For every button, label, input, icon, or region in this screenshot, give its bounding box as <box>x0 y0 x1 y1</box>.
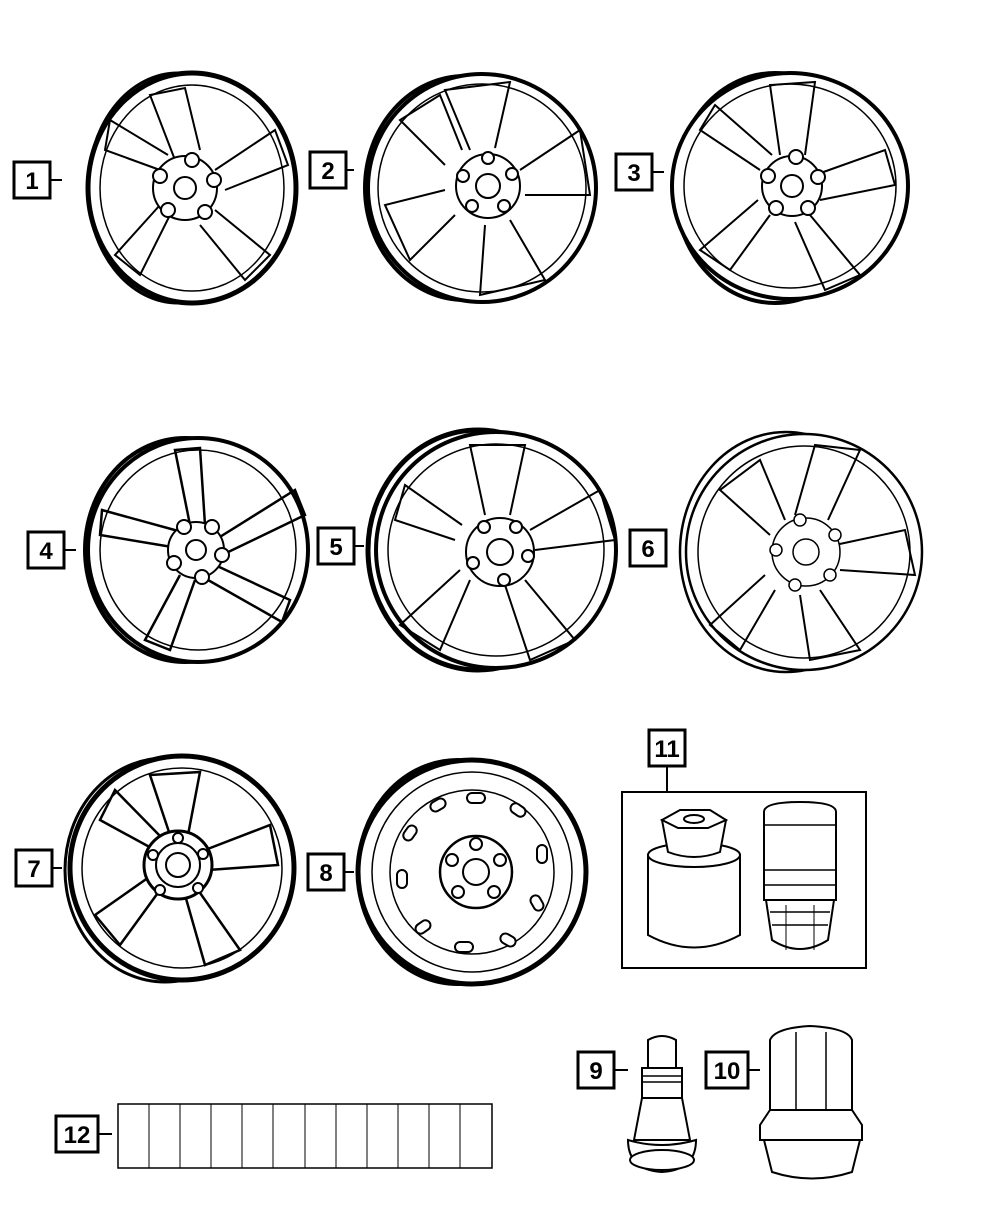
wheel-6[interactable] <box>680 432 922 672</box>
callout-4 <box>28 532 76 568</box>
callout-8 <box>308 854 354 890</box>
callout-11-label: 11 <box>654 736 680 763</box>
lug-nut-icon[interactable] <box>760 1026 862 1179</box>
callout-7 <box>16 850 62 886</box>
callout-12-label: 12 <box>63 1122 91 1149</box>
wheel-4[interactable] <box>85 438 308 662</box>
wheel-3[interactable] <box>672 73 908 303</box>
callout-9-label: 9 <box>589 1058 603 1085</box>
callout-10-label: 10 <box>713 1058 741 1085</box>
valve-stem-icon[interactable] <box>628 1036 696 1172</box>
callout-4-label: 4 <box>39 538 53 565</box>
callout-6-label: 6 <box>641 536 655 563</box>
wheel-2[interactable] <box>365 74 596 302</box>
callout-7-label: 7 <box>27 856 41 883</box>
callout-9 <box>578 1052 628 1088</box>
callout-1-label: 1 <box>25 168 39 195</box>
callout-5 <box>318 528 364 564</box>
callout-12 <box>56 1116 112 1152</box>
callout-2-label: 2 <box>321 158 335 185</box>
wheel-7[interactable] <box>65 756 294 982</box>
wheel-1[interactable] <box>88 73 296 303</box>
callout-10 <box>706 1052 760 1088</box>
callout-11 <box>649 730 685 792</box>
callout-2 <box>310 152 354 188</box>
callout-8-label: 8 <box>319 860 333 887</box>
wheel-5[interactable] <box>368 430 616 670</box>
callout-1 <box>14 162 62 198</box>
wheel-8[interactable] <box>358 760 586 984</box>
wheel-weight-strip-icon[interactable] <box>118 1104 492 1168</box>
callout-5-label: 5 <box>329 534 343 561</box>
wheel-lock-kit[interactable] <box>622 792 866 968</box>
callout-6 <box>630 530 666 566</box>
callout-3 <box>616 154 664 190</box>
callout-3-label: 3 <box>627 160 641 187</box>
wheel-lock-nut-icon <box>764 802 836 950</box>
